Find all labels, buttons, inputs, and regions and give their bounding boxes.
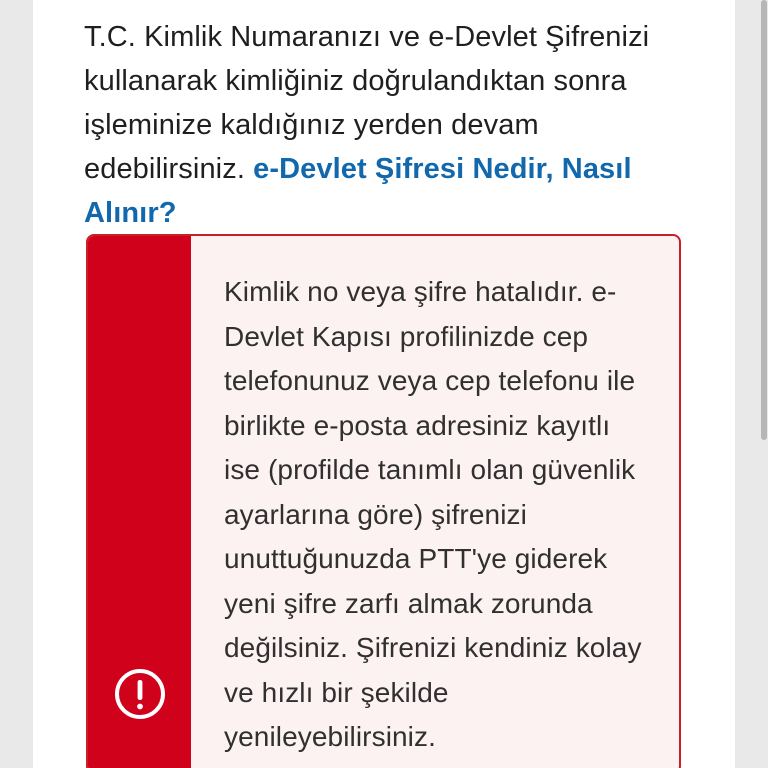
error-alert xyxy=(86,234,681,768)
scrollbar-thumb[interactable] xyxy=(761,0,767,440)
intro-text: T.C. Kimlik Numaranızı ve e-Devlet Şifrenizi kullanarak kimliğiniz doğrulandıktan sonra işleminize kaldığınız yerden devam edebilirsiniz. xyxy=(84,21,650,185)
intro-paragraph xyxy=(84,15,684,235)
alert-message: Kimlik no veya şifre hatalıdır. e-Devlet Kapısı profilinizde cep telefonunuz veya cep telefonu ile birlikte e-posta adresiniz kayıtlı ise (profilde tanımlı olan güvenlik ayarlarına göre) şifrenizi unuttuğunuzda PTT'ye giderek yeni şifre zarfı almak zorunda değilsiniz. Şifrenizi kendiniz kolay ve hızlı bir şekilde yenileyebilirsiniz. xyxy=(224,276,642,752)
edevlet-sifresi-link[interactable]: e-Devlet Şifresi Nedir, Nasıl Alınır? xyxy=(84,153,632,229)
page-content-card xyxy=(33,0,735,768)
page-left-gutter xyxy=(0,0,33,768)
exclamation-circle-icon xyxy=(114,668,166,720)
vertical-scrollbar[interactable] xyxy=(760,0,768,768)
